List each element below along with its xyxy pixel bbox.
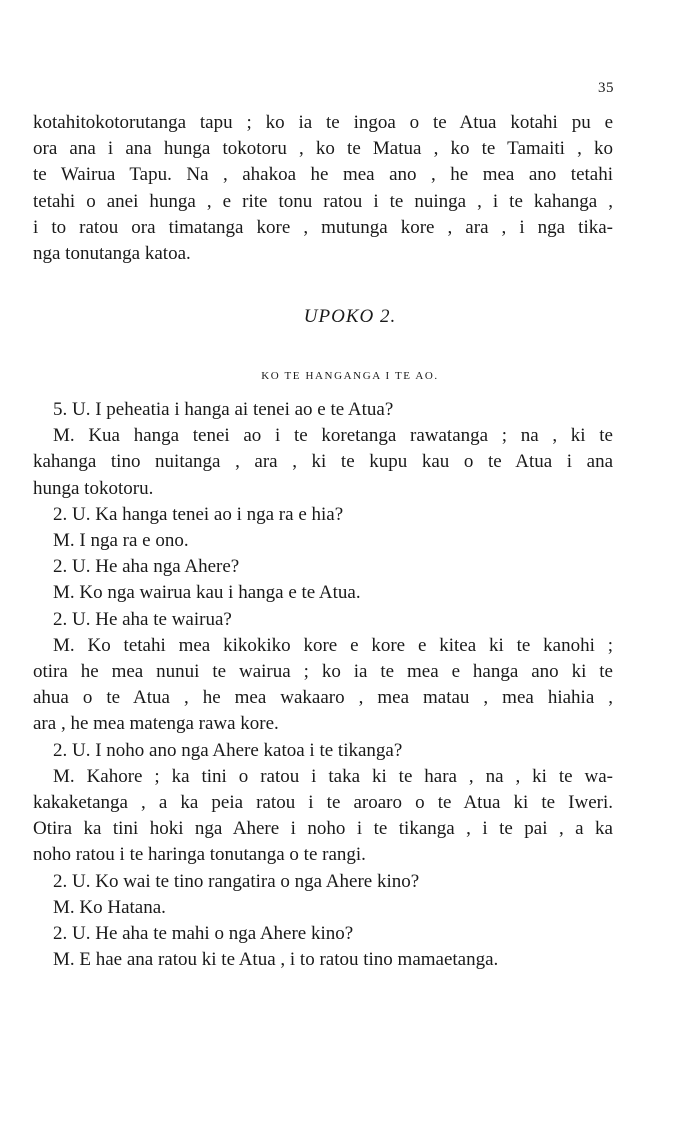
answer — [33, 423, 613, 502]
text-line: M. Ko nga wairua kau i hanga e te Atua. — [53, 582, 361, 604]
text-line: nga tonutanga katoa. — [33, 243, 191, 265]
text-line: ahua o te Atua , he mea wakaaro , mea matau , mea hiahia , — [33, 687, 613, 709]
question — [33, 607, 613, 633]
text-line: kakaketanga , a ka peia ratou i te aroaro o te Atua ki te Iweri. — [33, 792, 613, 814]
catechism-qa — [33, 397, 613, 973]
answer — [33, 947, 613, 973]
question — [33, 921, 613, 947]
text-line: tetahi o anei hunga , e rite tonu ratou i te nuinga , i te kahanga , — [33, 190, 613, 212]
text-line: 2. U. He aha te mahi o nga Ahere kino? — [53, 923, 354, 945]
question — [33, 554, 613, 580]
text-line: M. Ko tetahi mea kikokiko kore e kore e kitea ki te kanohi ; — [53, 634, 613, 656]
question — [33, 738, 613, 764]
answer — [33, 895, 613, 921]
text-line: kotahitokotorutanga tapu ; ko ia te ingoa o te Atua kotahi pu e — [33, 112, 613, 133]
text-line: 2. U. He aha te wairua? — [53, 608, 232, 630]
text-line: kahanga tino nuitanga , ara , ki te kupu kau o te Atua i ana — [33, 451, 613, 473]
text-line: te Wairua Tapu. Na , ahakoa he mea ano , he mea ano tetahi — [33, 164, 613, 186]
question — [33, 397, 613, 423]
text-line: hunga tokotoru. — [33, 477, 154, 499]
text-line: ora ana i ana hunga tokotoru , ko te Matua , ko te Tamaiti , ko — [33, 138, 613, 160]
text-line: ara , he mea matenga rawa kore. — [33, 713, 279, 735]
question — [33, 502, 613, 528]
text-line: 2. U. He aha nga Ahere? — [53, 556, 240, 578]
text-line: otira he mea nunui te wairua ; ko ia te mea e hanga ano ki te — [33, 661, 613, 683]
text-line: Otira ka tini hoki nga Ahere i noho i te tikanga , i te pai , a ka — [33, 818, 613, 840]
text-line: 2. U. Ko wai te tino rangatira o nga Ahere kino? — [53, 870, 420, 892]
intro-paragraph — [33, 110, 613, 267]
text-line: 5. U. I peheatia i hanga ai tenei ao e te Atua? — [53, 399, 394, 420]
text-line: M. Kahore ; ka tini o ratou i taka ki te hara , na , ki te wa- — [53, 765, 613, 787]
intro-text — [33, 110, 613, 267]
text-line: M. I nga ra e ono. — [53, 530, 189, 552]
text-line: M. Kua hanga tenei ao i te koretanga rawatanga ; na , ki te — [53, 425, 613, 447]
answer — [33, 633, 613, 738]
text-line: 2. U. Ka hanga tenei ao i nga ra e hia? — [53, 503, 344, 525]
text-line: noho ratou i te haringa tonutanga o te rangi. — [33, 844, 366, 866]
answer — [33, 528, 613, 554]
question — [33, 869, 613, 895]
answer — [33, 764, 613, 869]
text-line: 2. U. I noho ano nga Ahere katoa i te tikanga? — [53, 739, 403, 761]
page-number: 35 — [598, 80, 614, 96]
text-line: M. Ko Hatana. — [53, 896, 166, 918]
text-line: i to ratou ora timatanga kore , mutunga kore , ara , i nga tika- — [33, 216, 613, 238]
section-title: KO TE HANGANGA I TE AO. — [261, 370, 439, 382]
chapter-title: UPOKO 2. — [303, 306, 397, 327]
text-line: M. E hae ana ratou ki te Atua , i to ratou tino mamaetanga. — [53, 949, 499, 971]
answer — [33, 580, 613, 606]
